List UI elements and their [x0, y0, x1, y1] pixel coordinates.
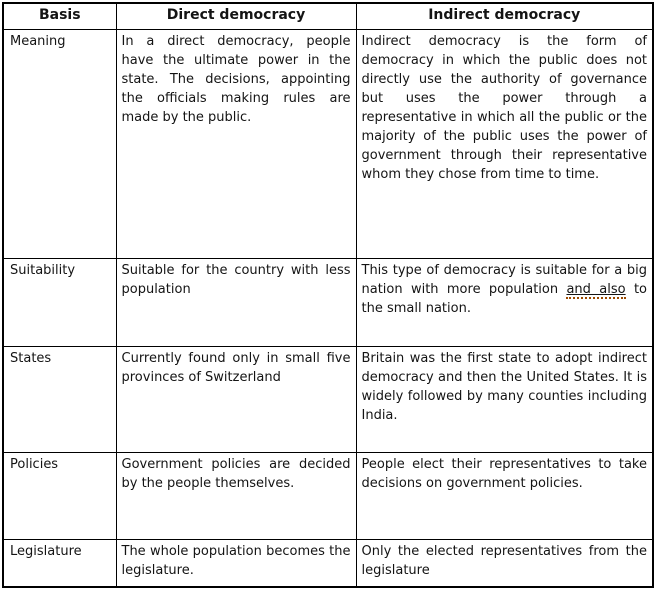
cell-direct-meaning: In a direct democracy, people have the ultimate power in the state. The decisions, appointing the officials making rules are made by the public. — [116, 29, 356, 258]
table-row — [3, 452, 653, 539]
header-indirect-democracy: Indirect democracy — [356, 3, 653, 29]
header-direct-democracy: Direct democracy — [116, 3, 356, 29]
suitability-text-before: This type of democracy is suitable for a big nation with more population — [361, 262, 647, 297]
cell-basis-suitability: Suitability — [3, 258, 116, 346]
comparison-table — [2, 2, 654, 588]
cell-basis-states: States — [3, 346, 116, 452]
table-row — [3, 258, 653, 346]
cell-direct-legislature: The whole population becomes the legislature. — [116, 539, 356, 587]
table-row — [3, 346, 653, 452]
cell-indirect-suitability — [356, 258, 653, 346]
cell-direct-suitability: Suitable for the country with less population — [116, 258, 356, 346]
cell-basis-meaning: Meaning — [3, 29, 116, 258]
cell-indirect-legislature: Only the elected representatives from the legislature — [356, 539, 653, 587]
cell-indirect-meaning: Indirect democracy is the form of democracy in which the public does not directly use the authority of governance but uses the power through a representative in which all the public or the majority of the public uses the power of government through their representative whom they chose from time to time. — [356, 29, 653, 258]
grammar-marked-text: and also — [566, 281, 626, 297]
cell-direct-policies: Government policies are decided by the people themselves. — [116, 452, 356, 539]
cell-basis-policies: Policies — [3, 452, 116, 539]
header-basis: Basis — [3, 3, 116, 29]
suitability-text-after: to the small nation. — [361, 281, 647, 316]
table-row — [3, 539, 653, 587]
cell-indirect-states: Britain was the first state to adopt indirect democracy and then the United States. It is widely followed by many counties including India. — [356, 346, 653, 452]
cell-direct-states: Currently found only in small five provinces of Switzerland — [116, 346, 356, 452]
cell-indirect-policies: People elect their representatives to take decisions on government policies. — [356, 452, 653, 539]
cell-basis-legislature: Legislature — [3, 539, 116, 587]
table-header-row — [3, 3, 653, 29]
table-row — [3, 29, 653, 258]
